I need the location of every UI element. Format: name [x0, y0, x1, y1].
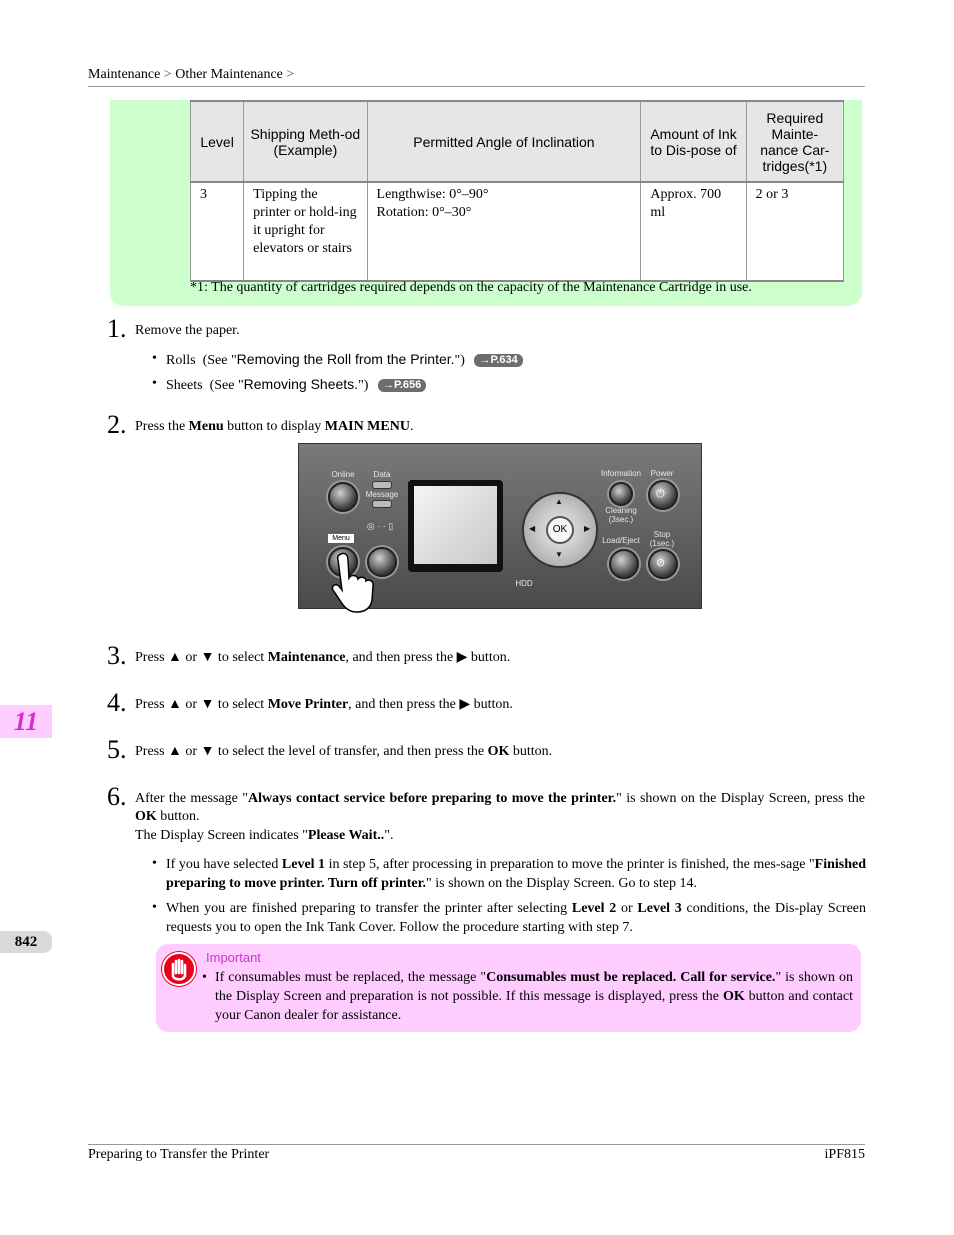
see-suffix: ") — [454, 353, 465, 368]
table-row — [191, 182, 844, 281]
step-text: Remove the paper. — [135, 323, 240, 338]
breadcrumb-separator: > — [286, 67, 295, 82]
table-footnote: *1: The quantity of cartridges required depends on the capacity of the Maintenance Cartridge in use. — [190, 280, 752, 295]
see-prefix: (See " — [209, 378, 244, 393]
page-number-tab: 842 — [0, 931, 52, 953]
step-number: 2. — [107, 410, 127, 439]
stop-label: Stop (1sec.) — [649, 530, 675, 548]
step-number: 3. — [107, 641, 127, 670]
table-cell: Lengthwise: 0°–90° Rotation: 0°–30° — [367, 182, 641, 281]
bullet-marker: • — [202, 970, 207, 985]
up-arrow-icon[interactable]: ▲ — [555, 497, 563, 506]
footer-model-name: iPF815 — [824, 1147, 865, 1162]
transfer-level-table — [190, 100, 844, 282]
step-text: Press ▲ or ▼ to select Move Printer, and then press the ▶ button. — [135, 697, 513, 712]
page-reference-badge[interactable]: →P.656 — [378, 379, 426, 392]
step6-bullet: When you are finished preparing to transfer the printer after selecting Level 2 or Level 3 conditions, the Dis-play Screen requests you to open the Ink Tank Cover. Follow the procedure starting with step 7. — [166, 901, 867, 935]
down-arrow-icon[interactable]: ▼ — [555, 550, 563, 559]
bullet-label: Sheets — [166, 378, 203, 393]
table-header-row — [191, 101, 844, 182]
step1-bullet-sheets — [166, 375, 866, 395]
page-reference-badge[interactable]: →P.634 — [474, 354, 522, 367]
breadcrumb-separator: > — [163, 67, 172, 82]
table-cell: Approx. 700 ml — [641, 182, 746, 281]
right-arrow-icon[interactable]: ▶ — [584, 524, 591, 533]
breadcrumb-item[interactable]: Maintenance — [88, 67, 161, 82]
left-arrow-icon[interactable]: ◀ — [529, 524, 536, 533]
table-header-cell: Shipping Meth-od (Example) — [244, 101, 367, 182]
table-cell: 3 — [191, 182, 244, 281]
important-title: Important — [206, 950, 261, 965]
cross-reference-link[interactable]: Removing Sheets. — [243, 376, 359, 392]
table-cell: 2 or 3 — [746, 182, 843, 281]
important-text: If consumables must be replaced, the message "Consumables must be replaced. Call for service." is shown on the Display Screen and preparation is not possible. If this message is displayed, press the OK button and contact your Canon dealer for assistance. — [215, 970, 854, 1023]
breadcrumb-item[interactable]: Other Maintenance — [175, 67, 283, 82]
header-divider — [88, 86, 865, 87]
menu-button-label: Menu — [328, 534, 354, 543]
display-screen — [408, 480, 503, 572]
stop-icon: ⊘ — [656, 556, 666, 569]
step1-bullet-rolls — [166, 350, 866, 370]
cleaning-label: Cleaning (3sec.) — [605, 506, 637, 524]
information-button[interactable] — [609, 482, 633, 506]
information-label: Information — [600, 469, 642, 478]
hand-stop-icon — [164, 954, 194, 984]
data-label: Data — [373, 470, 391, 479]
power-icon: ⏻ — [656, 487, 665, 500]
breadcrumb — [88, 67, 294, 83]
pointing-hand-icon — [331, 552, 391, 614]
bullet-marker: • — [152, 856, 157, 871]
message-label: Message — [365, 490, 399, 499]
directional-pad[interactable] — [522, 492, 598, 568]
footer-divider — [88, 1144, 865, 1145]
footer-section-title: Preparing to Transfer the Printer — [88, 1147, 270, 1162]
bullet-marker: • — [152, 900, 157, 915]
online-label: Online — [331, 470, 355, 479]
step-number: 4. — [107, 688, 127, 717]
table-cell: Tipping the printer or hold-ing it upright for elevators or stairs — [244, 182, 367, 281]
hdd-label: HDD — [515, 579, 533, 588]
see-suffix: ") — [358, 378, 369, 393]
step6-bullet: If you have selected Level 1 in step 5, after processing in preparation to move the printer is finished, the mes-sage "Finished preparing to move printer. Turn off printer." is shown on the Display Screen. Go to step 14. — [166, 857, 866, 891]
display-screen-glass — [414, 486, 497, 564]
table-header-cell: Permitted Angle of Inclination — [367, 101, 641, 182]
table-header-cell: Required Mainte-nance Car-tridges(*1) — [746, 101, 843, 182]
see-prefix: (See " — [202, 353, 237, 368]
data-lamp — [372, 481, 392, 489]
bullet-marker: • — [152, 376, 157, 391]
table-header-cell: Amount of Ink to Dis-pose of — [641, 101, 746, 182]
ok-button[interactable]: OK — [546, 516, 574, 544]
step-text: Press the Menu button to display MAIN MENU. — [135, 419, 414, 434]
step-number: 1. — [107, 314, 127, 343]
step-number: 5. — [107, 735, 127, 764]
chapter-tab[interactable]: 11 — [0, 705, 52, 738]
step-text: Press ▲ or ▼ to select the level of transfer, and then press the OK button. — [135, 744, 553, 759]
message-lamp — [372, 500, 392, 508]
load-eject-button[interactable] — [609, 549, 639, 579]
step-text: The Display Screen indicates "Please Wait..". — [135, 828, 394, 843]
step-text: After the message "Always contact service before preparing to move the printer." is shown on the Display Screen, press the OK button. — [135, 791, 865, 824]
table-header-cell: Level — [191, 101, 244, 182]
load-eject-label: Load/Eject — [602, 536, 640, 545]
important-hand-icon — [162, 952, 196, 986]
bullet-marker: • — [152, 351, 157, 366]
step-number: 6. — [107, 782, 127, 811]
power-label: Power — [650, 469, 674, 478]
step-text: Press ▲ or ▼ to select Maintenance, and then press the ▶ button. — [135, 650, 511, 665]
paper-source-icons: ◎ · · ▯ — [366, 521, 394, 531]
online-button[interactable] — [328, 482, 358, 512]
cross-reference-link[interactable]: Removing the Roll from the Printer. — [236, 351, 455, 367]
bullet-label: Rolls — [166, 353, 196, 368]
